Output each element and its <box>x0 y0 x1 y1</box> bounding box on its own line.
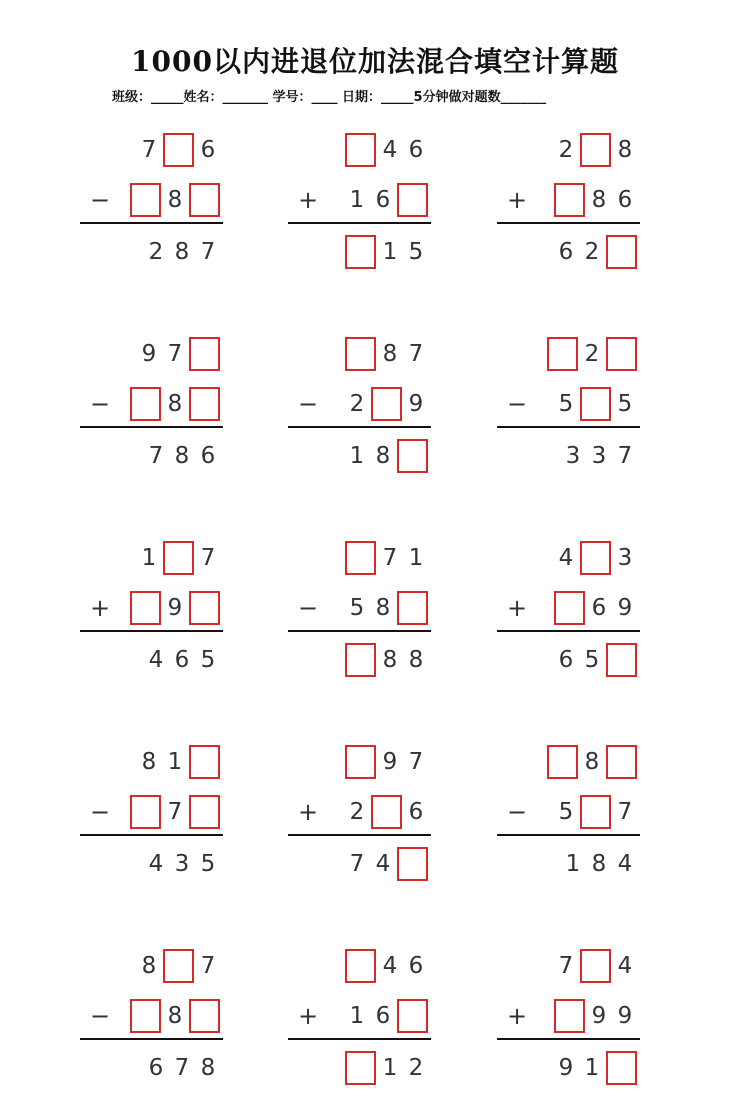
digit: 1 <box>349 187 365 213</box>
digit: 5 <box>349 595 365 621</box>
digit-row-mid <box>553 387 638 421</box>
digit: 2 <box>349 799 365 825</box>
answer-box[interactable] <box>345 1051 376 1085</box>
digit: 4 <box>382 137 398 163</box>
digit-row-res <box>553 235 638 269</box>
plus-sign: + <box>89 594 111 622</box>
minus-sign: − <box>89 186 111 214</box>
digit-row-mid <box>553 795 638 829</box>
answer-box[interactable] <box>189 387 220 421</box>
digit: 9 <box>558 1055 574 1081</box>
digit: 8 <box>167 187 183 213</box>
digit-row-top <box>136 541 221 575</box>
digit-row-top <box>553 133 638 167</box>
digit: 8 <box>382 647 398 673</box>
digit: 7 <box>200 239 216 265</box>
problem <box>497 133 642 283</box>
digit-row-res <box>143 643 221 677</box>
answer-box[interactable] <box>345 337 376 371</box>
answer-box[interactable] <box>580 795 611 829</box>
digit: 5 <box>408 239 424 265</box>
digit: 6 <box>617 187 633 213</box>
answer-box[interactable] <box>130 999 161 1033</box>
digit: 3 <box>617 545 633 571</box>
answer-box[interactable] <box>130 387 161 421</box>
answer-box[interactable] <box>554 183 585 217</box>
digit: 8 <box>584 749 600 775</box>
problem <box>80 949 225 1099</box>
digit-row-res <box>143 1051 221 1085</box>
digit-row-mid <box>129 591 221 625</box>
answer-box[interactable] <box>580 133 611 167</box>
sum-line <box>288 222 431 224</box>
digit: 4 <box>617 953 633 979</box>
digit: 6 <box>375 1003 391 1029</box>
answer-box[interactable] <box>189 795 220 829</box>
sum-line <box>80 834 223 836</box>
answer-box[interactable] <box>189 745 220 779</box>
digit: 8 <box>174 239 190 265</box>
digit-row-res <box>553 1051 638 1085</box>
answer-box[interactable] <box>397 847 428 881</box>
digit-row-top <box>344 337 429 371</box>
answer-box[interactable] <box>163 133 194 167</box>
answer-box[interactable] <box>189 999 220 1033</box>
digit-row-mid <box>553 999 638 1033</box>
digit: 2 <box>584 239 600 265</box>
digit-row-mid <box>344 591 429 625</box>
digit: 7 <box>408 749 424 775</box>
digit-row-res <box>143 439 221 473</box>
digit: 8 <box>174 443 190 469</box>
digit: 8 <box>167 1003 183 1029</box>
answer-box[interactable] <box>606 643 637 677</box>
digit-row-res <box>344 643 429 677</box>
digit: 7 <box>174 1055 190 1081</box>
problem <box>80 337 225 487</box>
answer-box[interactable] <box>606 1051 637 1085</box>
answer-box[interactable] <box>606 745 637 779</box>
minus-sign: − <box>506 390 528 418</box>
digit: 8 <box>591 851 607 877</box>
digit: 6 <box>375 187 391 213</box>
answer-box[interactable] <box>554 591 585 625</box>
digit: 3 <box>174 851 190 877</box>
answer-box[interactable] <box>580 949 611 983</box>
answer-box[interactable] <box>606 337 637 371</box>
digit: 9 <box>617 1003 633 1029</box>
digit: 6 <box>148 1055 164 1081</box>
answer-box[interactable] <box>345 643 376 677</box>
digit-row-top <box>136 745 221 779</box>
answer-box[interactable] <box>130 183 161 217</box>
sum-line <box>497 630 640 632</box>
minus-sign: − <box>297 594 319 622</box>
plus-sign: + <box>297 798 319 826</box>
answer-box[interactable] <box>554 999 585 1033</box>
answer-box[interactable] <box>189 337 220 371</box>
minus-sign: − <box>89 390 111 418</box>
digit: 6 <box>408 799 424 825</box>
plus-sign: + <box>297 186 319 214</box>
digit-row-top <box>344 541 429 575</box>
sum-line <box>288 834 431 836</box>
problem <box>497 745 642 895</box>
digit: 6 <box>558 647 574 673</box>
digit-row-top <box>546 337 638 371</box>
worksheet-title: 1000以内进退位加法混合填空计算题 <box>131 45 619 78</box>
sum-line <box>288 630 431 632</box>
digit-row-mid <box>344 183 429 217</box>
digit-row-res <box>143 235 221 269</box>
answer-box[interactable] <box>345 541 376 575</box>
digit: 7 <box>167 341 183 367</box>
digit: 8 <box>408 647 424 673</box>
digit: 5 <box>200 851 216 877</box>
digit: 1 <box>565 851 581 877</box>
digit: 4 <box>617 851 633 877</box>
digit: 9 <box>141 341 157 367</box>
digit: 1 <box>408 545 424 571</box>
digit: 7 <box>408 341 424 367</box>
sum-line <box>80 1038 223 1040</box>
answer-box[interactable] <box>130 795 161 829</box>
plus-sign: + <box>297 1002 319 1030</box>
digit: 8 <box>591 187 607 213</box>
digit-row-mid <box>129 183 221 217</box>
problem <box>288 337 433 487</box>
digit-row-top <box>344 949 429 983</box>
digit: 4 <box>148 851 164 877</box>
digit: 1 <box>167 749 183 775</box>
digit: 7 <box>382 545 398 571</box>
sum-line <box>497 222 640 224</box>
digit: 1 <box>141 545 157 571</box>
digit: 3 <box>591 443 607 469</box>
digit-row-res <box>143 847 221 881</box>
digit: 6 <box>174 647 190 673</box>
answer-box[interactable] <box>130 591 161 625</box>
digit-row-mid <box>553 591 638 625</box>
digit-row-mid <box>129 999 221 1033</box>
sum-line <box>497 834 640 836</box>
answer-box[interactable] <box>397 439 428 473</box>
answer-box[interactable] <box>580 541 611 575</box>
digit: 7 <box>200 545 216 571</box>
problem <box>497 949 642 1099</box>
digit: 8 <box>167 391 183 417</box>
problem <box>80 745 225 895</box>
digit: 1 <box>349 443 365 469</box>
minus-sign: − <box>89 1002 111 1030</box>
minus-sign: − <box>89 798 111 826</box>
digit: 7 <box>617 443 633 469</box>
answer-box[interactable] <box>606 235 637 269</box>
answer-box[interactable] <box>189 183 220 217</box>
digit: 5 <box>558 391 574 417</box>
answer-box[interactable] <box>397 183 428 217</box>
plus-sign: + <box>506 1002 528 1030</box>
digit: 7 <box>349 851 365 877</box>
digit-row-mid <box>344 387 429 421</box>
answer-box[interactable] <box>371 795 402 829</box>
digit-row-mid <box>129 387 221 421</box>
digit-row-top <box>136 133 221 167</box>
digit-row-top <box>136 337 221 371</box>
digit: 8 <box>375 595 391 621</box>
plus-sign: + <box>506 186 528 214</box>
problem <box>80 133 225 283</box>
digit: 9 <box>167 595 183 621</box>
digit: 1 <box>349 1003 365 1029</box>
digit: 8 <box>617 137 633 163</box>
digit-row-top <box>344 745 429 779</box>
answer-box[interactable] <box>547 337 578 371</box>
digit: 4 <box>382 953 398 979</box>
digit-row-mid <box>344 795 429 829</box>
digit-row-top <box>553 949 638 983</box>
answer-box[interactable] <box>345 745 376 779</box>
digit-row-top <box>553 541 638 575</box>
digit: 9 <box>617 595 633 621</box>
digit-row-res <box>344 1051 429 1085</box>
answer-box[interactable] <box>163 541 194 575</box>
digit: 7 <box>148 443 164 469</box>
problem <box>497 541 642 691</box>
digit-row-mid <box>129 795 221 829</box>
digit-row-res <box>553 643 638 677</box>
minus-sign: − <box>506 798 528 826</box>
sum-line <box>80 426 223 428</box>
problem <box>288 949 433 1099</box>
problem <box>288 541 433 691</box>
answer-box[interactable] <box>547 745 578 779</box>
sum-line <box>497 1038 640 1040</box>
sum-line <box>80 222 223 224</box>
digit: 2 <box>408 1055 424 1081</box>
digit: 2 <box>558 137 574 163</box>
digit: 3 <box>565 443 581 469</box>
digit-row-top <box>344 133 429 167</box>
digit: 7 <box>558 953 574 979</box>
answer-box[interactable] <box>189 591 220 625</box>
plus-sign: + <box>506 594 528 622</box>
sum-line <box>80 630 223 632</box>
digit: 7 <box>141 137 157 163</box>
digit: 8 <box>141 749 157 775</box>
digit-row-res <box>560 439 638 473</box>
digit: 7 <box>167 799 183 825</box>
digit-row-mid <box>344 999 429 1033</box>
digit: 7 <box>617 799 633 825</box>
answer-box[interactable] <box>345 235 376 269</box>
answer-box[interactable] <box>397 999 428 1033</box>
digit-row-mid <box>553 183 638 217</box>
digit: 8 <box>382 341 398 367</box>
digit: 9 <box>591 1003 607 1029</box>
digit: 9 <box>382 749 398 775</box>
digit: 2 <box>584 341 600 367</box>
digit: 5 <box>200 647 216 673</box>
digit: 8 <box>375 443 391 469</box>
answer-box[interactable] <box>163 949 194 983</box>
sum-line <box>497 426 640 428</box>
minus-sign: − <box>297 390 319 418</box>
digit-row-res <box>560 847 638 881</box>
digit: 6 <box>408 953 424 979</box>
digit: 8 <box>200 1055 216 1081</box>
digit: 1 <box>382 239 398 265</box>
student-info-line: 班级：_____姓名：_______ 学号：____ 日期：_____5分钟做对题数_______ <box>112 90 547 105</box>
digit: 2 <box>349 391 365 417</box>
digit: 5 <box>617 391 633 417</box>
answer-box[interactable] <box>397 591 428 625</box>
digit-row-res <box>344 235 429 269</box>
answer-box[interactable] <box>371 387 402 421</box>
sum-line <box>288 1038 431 1040</box>
digit: 8 <box>141 953 157 979</box>
digit-row-res <box>344 439 429 473</box>
digit: 2 <box>148 239 164 265</box>
digit: 1 <box>382 1055 398 1081</box>
digit: 5 <box>584 647 600 673</box>
digit: 6 <box>200 443 216 469</box>
answer-box[interactable] <box>580 387 611 421</box>
digit: 4 <box>558 545 574 571</box>
digit: 1 <box>584 1055 600 1081</box>
digit-row-res <box>344 847 429 881</box>
digit-row-top <box>546 745 638 779</box>
problem <box>288 133 433 283</box>
digit: 6 <box>591 595 607 621</box>
digit: 5 <box>558 799 574 825</box>
digit: 9 <box>408 391 424 417</box>
digit: 4 <box>148 647 164 673</box>
answer-box[interactable] <box>345 133 376 167</box>
digit: 6 <box>200 137 216 163</box>
digit: 4 <box>375 851 391 877</box>
digit: 7 <box>200 953 216 979</box>
problem <box>497 337 642 487</box>
answer-box[interactable] <box>345 949 376 983</box>
problem <box>80 541 225 691</box>
digit-row-top <box>136 949 221 983</box>
digit: 6 <box>408 137 424 163</box>
sum-line <box>288 426 431 428</box>
digit: 6 <box>558 239 574 265</box>
problem <box>288 745 433 895</box>
